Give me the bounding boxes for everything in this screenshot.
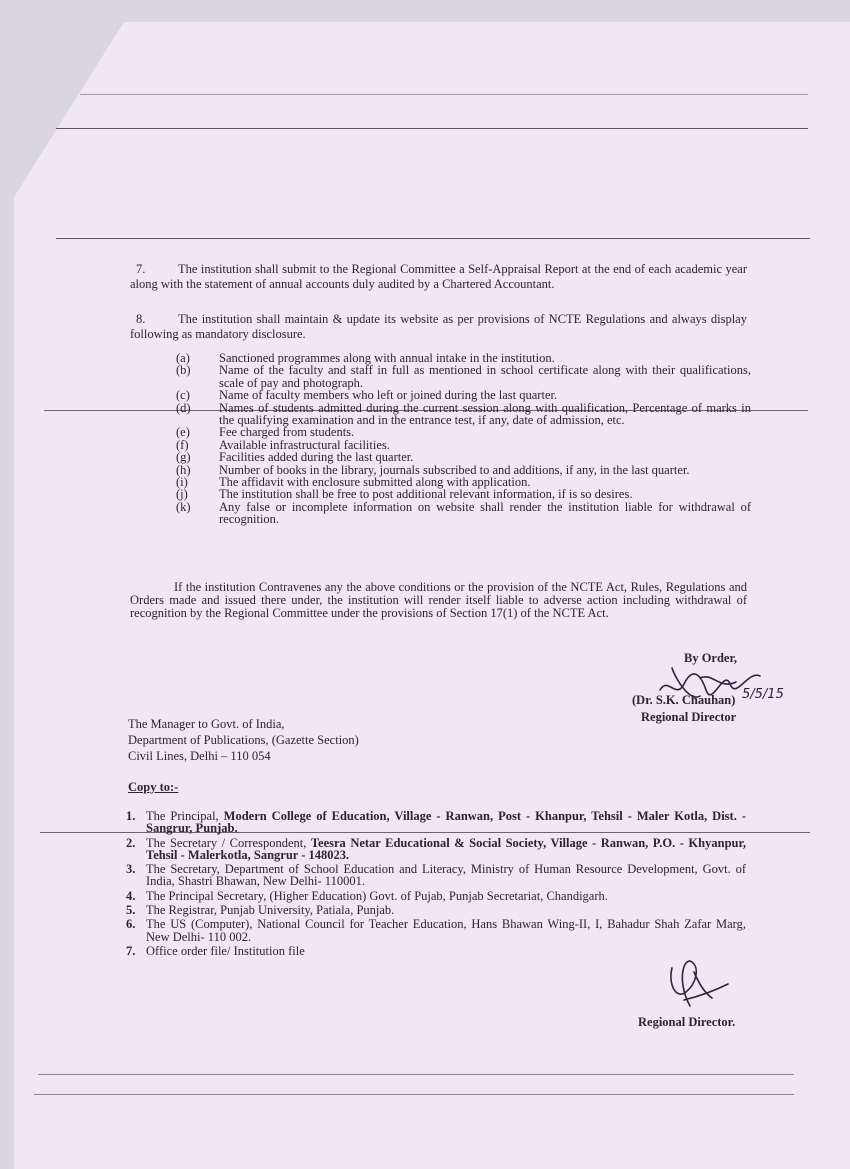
item-label: (j) <box>176 487 188 502</box>
copy-text: Office order file/ Institution file <box>146 943 305 958</box>
copy-text: The Secretary, Department of School Education and Literacy, Ministry of Human Resource Development, Govt. of India, Shastri Bhawan, New Delhi- 110001. <box>146 862 746 889</box>
list-item <box>126 904 746 916</box>
list-item <box>126 863 746 888</box>
list-item <box>176 501 751 526</box>
list-item <box>176 488 751 500</box>
copy-text: The US (Computer), National Council for Teacher Education, Hans Bhawan Wing-II, I, Bahadur Shah Zafar Marg, New Delhi- 110 002. <box>146 917 746 944</box>
item-label: (i) <box>176 475 188 490</box>
list-item <box>176 364 751 389</box>
copy-number: 1. <box>126 809 136 823</box>
item-label: (c) <box>176 388 190 403</box>
top-rule-1 <box>80 94 808 95</box>
list-item <box>126 890 746 902</box>
copy-bold-text: Teesra Netar Educational & Social Society, Village - Ranwan, P.O. - Khyanpur, Tehsil - Malerkotla, Sangrur - 148023. <box>146 835 746 862</box>
copy-number: 3. <box>126 862 136 877</box>
copy-text <box>146 810 746 835</box>
copy-text: The Registrar, Punjab University, Patiala, Punjab. <box>146 903 395 918</box>
list-item <box>176 451 751 463</box>
copy-number: 5. <box>126 903 136 918</box>
copy-prefix: The Secretary / Correspondent, <box>146 835 311 850</box>
list-item <box>126 945 746 957</box>
copy-prefix: The Principal, <box>146 809 224 823</box>
address-line: The Manager to Govt. of India, <box>128 717 285 731</box>
list-item <box>176 402 751 427</box>
item-label: (d) <box>176 400 191 415</box>
item-text: Available infrastructural facilities. <box>219 437 390 452</box>
recipient-address <box>128 716 359 764</box>
copy-to-heading: Copy to:- <box>128 780 179 794</box>
top-rule-3 <box>56 238 810 239</box>
list-item <box>176 389 751 401</box>
address-line: Civil Lines, Delhi – 110 054 <box>128 749 271 763</box>
bottom-rule-2 <box>34 1094 794 1095</box>
signatory-designation: Regional Director <box>641 710 737 724</box>
item-text: The affidavit with enclosure submitted along with application. <box>219 475 531 490</box>
condition-number: 8. <box>136 312 146 326</box>
condition-7 <box>130 262 747 292</box>
top-rule-2 <box>56 128 808 129</box>
copy-bold-text: Modern College of Education, Village - Ranwan, Post - Khanpur, Tehsil - Maler Kotla, Dist. - Sangrur, Punjab. <box>146 809 746 836</box>
address-line: Department of Publications, (Gazette Section) <box>128 733 359 747</box>
copy-list <box>126 810 746 959</box>
item-text: Number of books in the library, journals subscribed to and additions, if any, in the last quarter. <box>219 462 690 477</box>
condition-text: The institution shall submit to the Regional Committee a Self-Appraisal Report at the end of each academic year along with the statement of annual accounts duly audited by a Chartered Accountant. <box>130 262 747 291</box>
handwritten-date: 5/5/15 <box>742 687 784 702</box>
copy-text: The Principal Secretary, (Higher Education) Govt. of Pujab, Punjab Secretariat, Chandigarh. <box>146 888 608 903</box>
by-order-label: By Order, <box>684 651 738 665</box>
bottom-rule-1 <box>38 1074 794 1075</box>
list-item <box>126 918 746 943</box>
item-label: (f) <box>176 437 189 452</box>
item-label: (g) <box>176 450 191 465</box>
item-label: (h) <box>176 462 191 477</box>
copy-number: 2. <box>126 835 136 850</box>
condition-number: 7. <box>136 262 146 276</box>
list-item <box>126 837 746 862</box>
disclosure-list <box>176 352 751 526</box>
list-item <box>176 426 751 438</box>
item-label: (a) <box>176 351 190 365</box>
item-text: Names of students admitted during the current session along with qualification, Percentage of marks in the qualifying examination and in the entrance test, if any, date of admission, etc. <box>219 400 751 428</box>
item-text: Any false or incomplete information on website shall render the institution liable for withdrawal of recognition. <box>219 499 751 527</box>
item-label: (b) <box>176 363 191 378</box>
item-text: Name of the faculty and staff in full as mentioned in school certificate along with their qualifications, scale of pay and photograph. <box>219 363 751 390</box>
item-label: (k) <box>176 499 191 514</box>
item-text: Sanctioned programmes along with annual intake in the institution. <box>219 351 555 365</box>
item-text: The institution shall be free to post additional relevant information, if is so desires. <box>219 487 633 502</box>
copy-number: 6. <box>126 917 136 932</box>
signatory-name: (Dr. S.K. Chauhan) <box>632 693 736 707</box>
item-text: Fee charged from students. <box>219 425 355 440</box>
condition-text: The institution shall maintain & update its website as per provisions of NCTE Regulations and always display following as mandatory disclosure. <box>130 312 747 341</box>
item-label: (e) <box>176 425 190 440</box>
second-designation: Regional Director. <box>638 1015 736 1029</box>
copy-text <box>146 837 746 862</box>
list-item <box>126 810 746 835</box>
item-text: Name of faculty members who left or joined during the last quarter. <box>219 388 558 403</box>
closing-paragraph: If the institution Contravenes any the above conditions or the provision of the NCTE Act, Rules, Regulations and Orders made and issued there under, the institution will render itself liable to adverse action including withdrawal of recognition by the Regional Committee under the provisions of Section 17(1) of the NCTE Act. <box>130 580 747 621</box>
copy-number: 7. <box>126 943 136 958</box>
condition-8 <box>130 312 747 342</box>
copy-number: 4. <box>126 888 136 903</box>
item-text: Facilities added during the last quarter. <box>219 450 414 465</box>
